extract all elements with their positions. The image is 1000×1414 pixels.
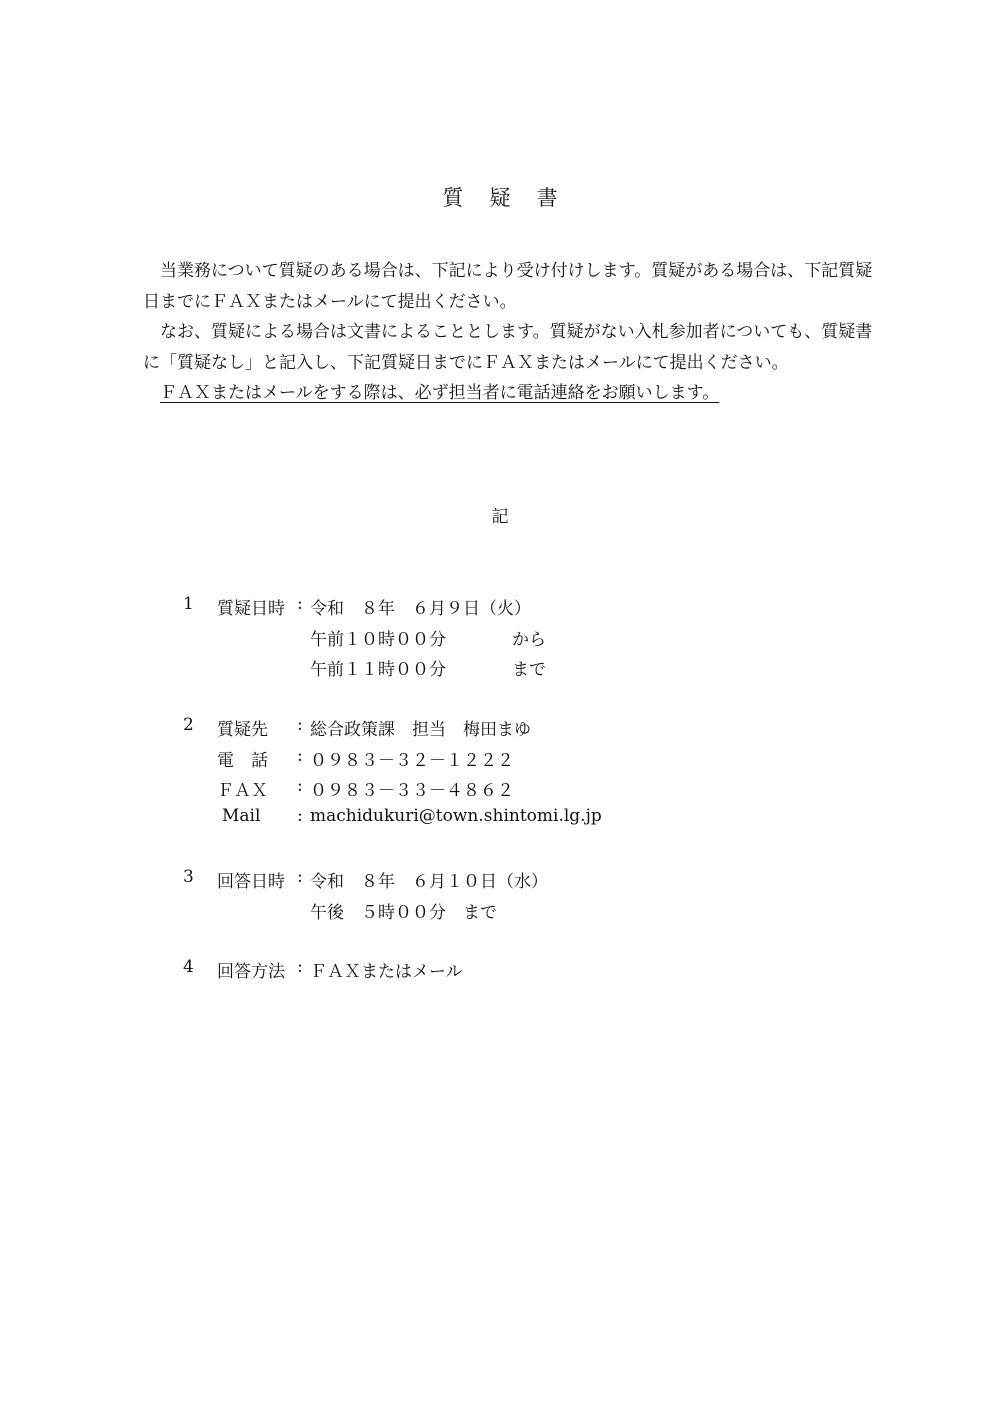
item-label: 質疑日時 <box>217 599 285 619</box>
item-value: ＦＡＸまたはメール <box>310 962 463 982</box>
title-char: 疑 <box>489 186 511 210</box>
item-colon: : <box>297 806 303 826</box>
item-colon: : <box>297 867 303 887</box>
mail-address[interactable]: machidukuri@town.shintomi.lg.jp <box>310 806 602 826</box>
answer-time: 午後 ５時００分 まで <box>310 903 497 923</box>
mail-label: Mail <box>222 806 261 826</box>
tel-label: 電 話 <box>217 751 268 771</box>
ki-heading: 記 <box>491 507 509 527</box>
item-value: 令和 ８年 ６月１０日（水） <box>310 872 548 892</box>
item-number: 3 <box>183 867 194 887</box>
page-title <box>0 182 1000 212</box>
title-char: 書 <box>536 186 558 210</box>
intro-text <box>143 256 883 409</box>
fax-number: ０９８３－３３－４８６２ <box>310 781 514 801</box>
fax-label: ＦＡＸ <box>217 781 268 801</box>
start-suffix: から <box>512 630 546 650</box>
item-number: 2 <box>183 715 194 735</box>
item-colon: : <box>297 746 303 766</box>
item-value: 総合政策課 担当 梅田まゆ <box>310 720 531 740</box>
item-value: 令和 ８年 ６月９日（火） <box>310 599 531 619</box>
start-time: 午前１０時００分 <box>310 630 446 650</box>
item-colon: : <box>297 957 303 977</box>
item-colon: : <box>297 776 303 796</box>
intro-paragraph-3 <box>143 378 883 409</box>
end-time: 午前１１時００分 <box>310 660 446 680</box>
tel-number: ０９８３－３２－１２２２ <box>310 751 514 771</box>
title-char: 質 <box>442 186 464 210</box>
item-number: 4 <box>183 957 194 977</box>
item-colon: : <box>297 594 303 614</box>
intro-paragraph-3-indent <box>143 383 160 403</box>
intro-paragraph-2: なお、質疑による場合は文書によることとします。質疑がない入札参加者についても、質疑書に「質疑なし」と記入し、下記質疑日までにＦＡＸまたはメールにて提出ください。 <box>143 322 873 373</box>
intro-paragraph-1: 当業務について質疑のある場合は、下記により受け付けします。質疑がある場合は、下記質疑日までにＦＡＸまたはメールにて提出ください。 <box>143 261 873 312</box>
item-label: 回答日時 <box>217 872 285 892</box>
item-label: 回答方法 <box>217 962 285 982</box>
item-number: 1 <box>183 594 194 614</box>
item-colon: : <box>297 715 303 735</box>
end-suffix: まで <box>512 660 546 680</box>
intro-paragraph-3-underlined: ＦＡＸまたはメールをする際は、必ず担当者に電話連絡をお願いします。 <box>160 383 720 403</box>
item-label: 質疑先 <box>217 720 268 740</box>
